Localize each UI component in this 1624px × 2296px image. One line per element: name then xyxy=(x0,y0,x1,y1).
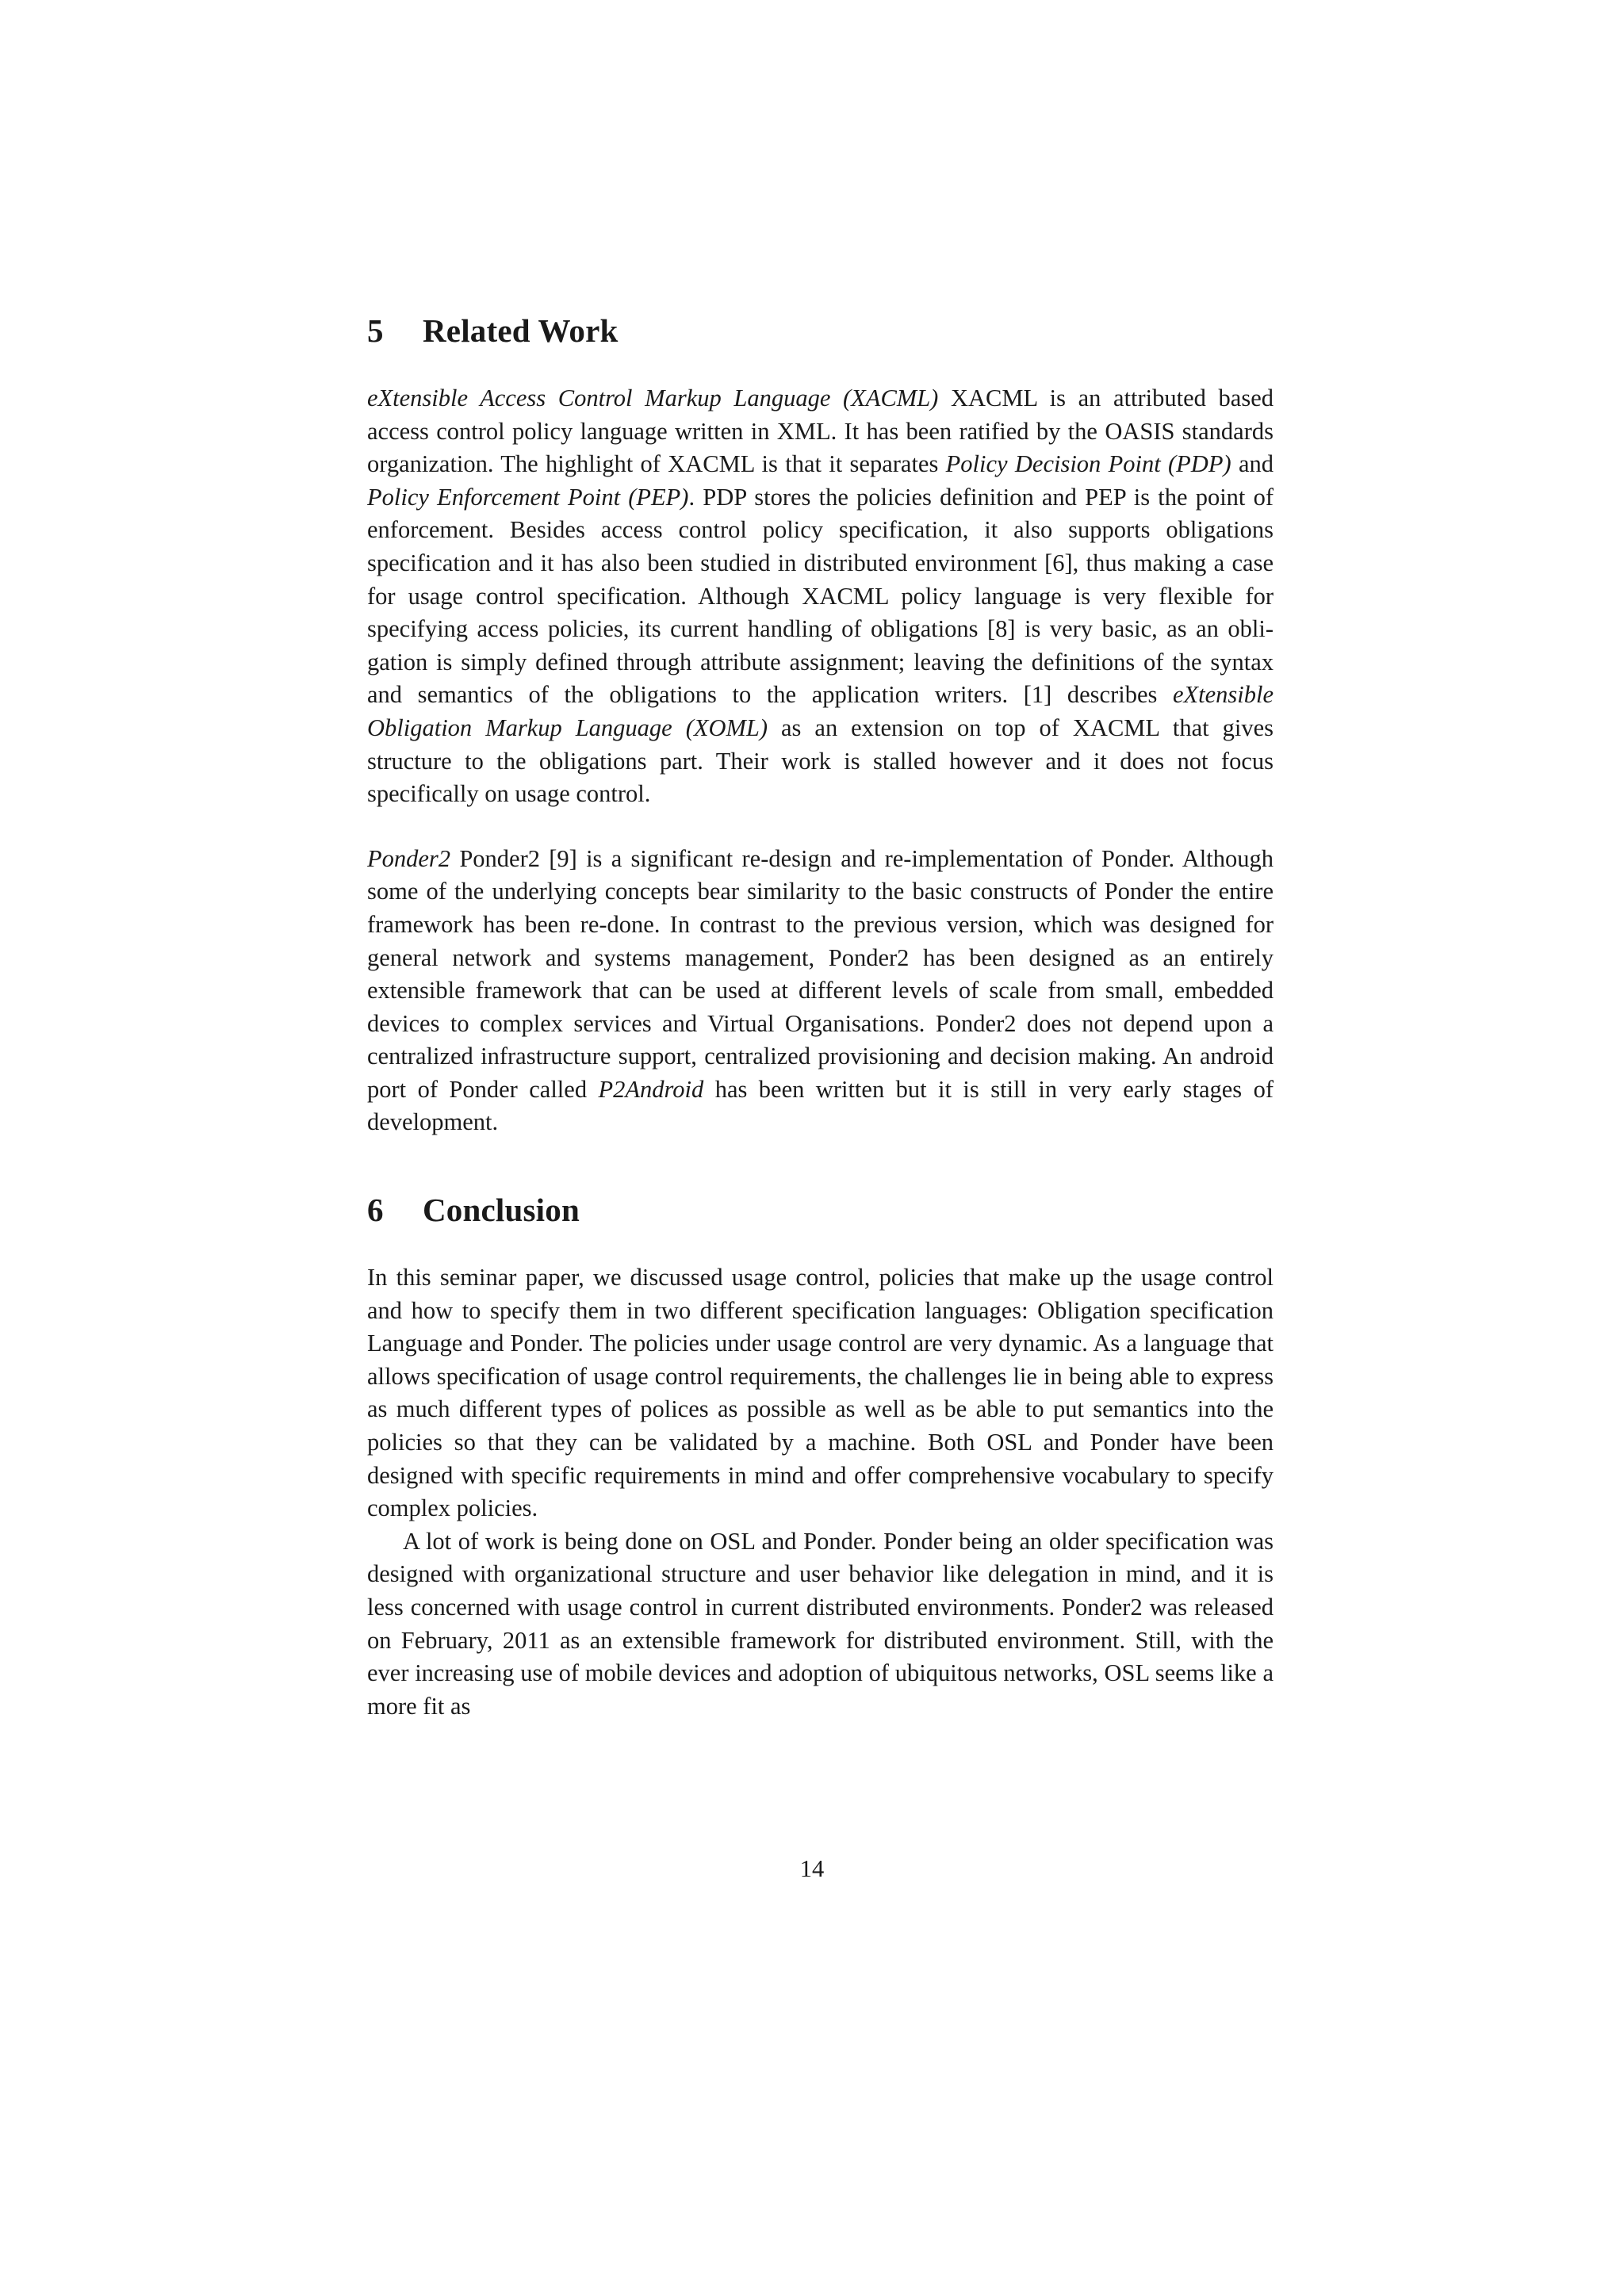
paragraph-xacml xyxy=(367,382,1274,811)
emphasis-p2android: P2Android xyxy=(598,1075,704,1103)
section-title: Conclusion xyxy=(423,1192,580,1229)
paragraph-conclusion-2: A lot of work is being done on OSL and Ponder. Ponder being an older specification was designed with organizational structure and user behavior like delegation in mind, and it is less concerned with usage control in current distributed environments. Ponder2 was released on February, 2011 as an extensible framework for distributed environment. Still, with the ever increasing use of mobile devices and adoption of ubiquitous networks, OSL seems like a more fit as xyxy=(367,1527,1274,1720)
page-body xyxy=(367,309,1274,1723)
section-title: Related Work xyxy=(423,312,619,349)
page-number: 14 xyxy=(799,1855,825,1882)
emphasis-xoml: eXtensible Obligation Markup Language (XOML) xyxy=(367,681,1274,741)
paragraph-text: . PDP stores the policies definition and PEP is the point of enforcement. Besides access control policy specification, it also supports obligations specification and it has also been studied in distributed environment [6], thus making a case for usage control specification. Although XACML policy language is very flexible for specifying access policies, its current handling of obligations [8] is very basic, as an obligation is simply defined through attribute assignment; leaving the definitions of the syntax and semantics of the obligations to the application writers. [1] describes xyxy=(367,483,1274,709)
paragraph-text: XACML is an attributed based access control policy language written in XML. It has been ratified by the OASIS standards organization. The highlight of XACML is that it separates xyxy=(367,385,1274,478)
section-number: 5 xyxy=(367,312,384,349)
paragraph-lead-title: Ponder2 xyxy=(367,844,451,872)
paragraph-text: as an extension on top of XACML that gives structure to the obligations part. Their work is stalled however and it does not focus specifically on usage control. xyxy=(367,714,1274,808)
emphasis-pep: Policy Enforcement Point (PEP) xyxy=(367,483,689,511)
emphasis-pdp: Policy Decision Point (PDP) xyxy=(945,450,1231,478)
section-number: 6 xyxy=(367,1192,384,1229)
paragraph-conclusion-1: In this seminar paper, we discussed usage control, policies that make up the usage control and how to specify them in two different specification languages: Obligation specification Language and Ponder. The policies under usage control are very dynamic. As a language that allows specification of usage control requirements, the challenges lie in being able to express as much different types of polices as possible as well as be able to put semantics into the policies so that they can be validated by a machine. Both OSL and Ponder have been designed with specific requirements in mind and offer comprehensive vocabulary to specify complex policies. xyxy=(367,1264,1274,1522)
section-heading-conclusion xyxy=(367,1188,1274,1231)
paragraph-lead-title: eXtensible Access Control Markup Language (XACML) xyxy=(367,385,939,411)
paragraph-ponder2 xyxy=(367,843,1274,1139)
section-heading-related-work xyxy=(367,309,1274,352)
paragraph-text: and xyxy=(1231,450,1274,478)
paragraph-text: has been written but it is still in very early stages of development. xyxy=(367,1075,1274,1136)
paragraph-text: Ponder2 [9] is a significant re-design and re-implementation of Ponder. Although some of the underlying concepts bear similarity to the basic constructs of Ponder the entire framework has been re-done. In contrast to the previous version, which was designed for general network and systems management, Ponder2 has been designed as an entirely extensible framework that can be used at different levels of scale from small, embedded devices to complex services and Virtual Organisations. Ponder2 does not depend upon a centralized infrastructure support, centralized provisioning and decision making. An android port of Ponder called xyxy=(367,844,1274,1103)
